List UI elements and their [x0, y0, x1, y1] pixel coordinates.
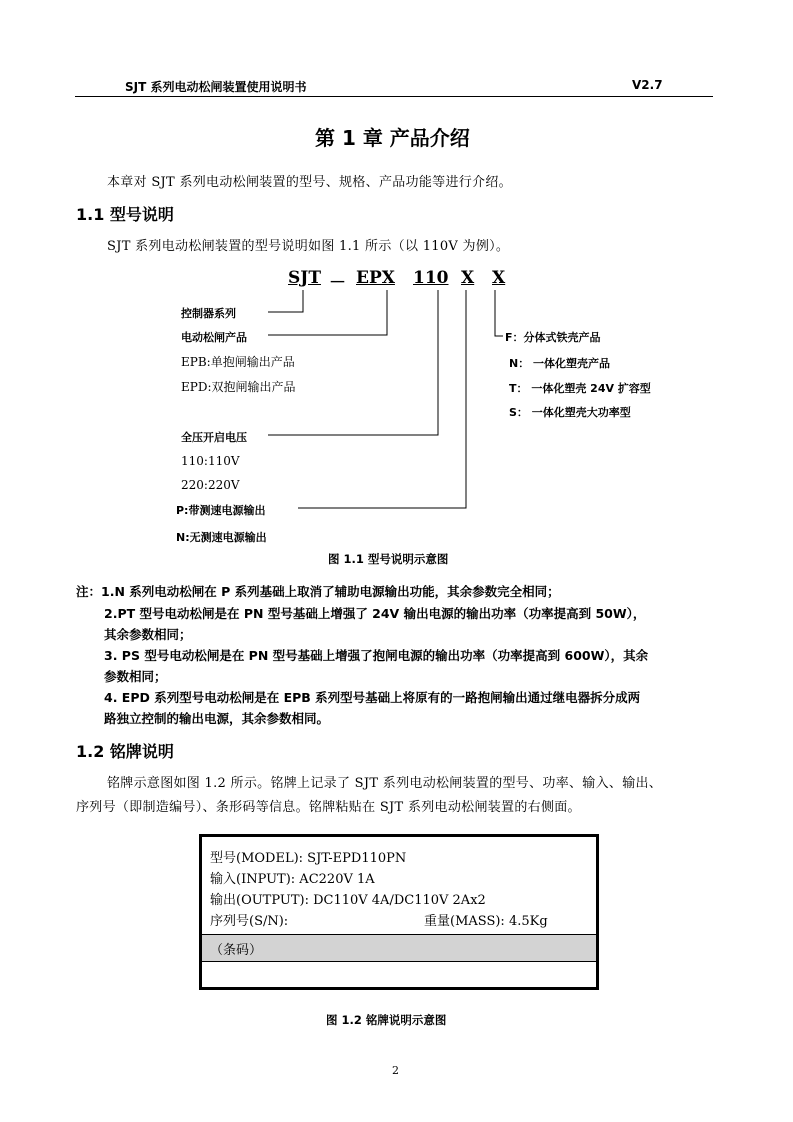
- label-p-output: P:带测速电源输出: [176, 504, 266, 517]
- nameplate-input: 输入(INPUT): AC220V 1A: [210, 872, 375, 887]
- label-epd: EPD:双抱闸输出产品: [181, 380, 296, 394]
- nameplate-mass: 重量(MASS): 4.5Kg: [424, 914, 548, 929]
- label-epb: EPB:单抱闸输出产品: [181, 355, 295, 369]
- page-number: 2: [392, 1064, 399, 1077]
- nameplate-output: 输出(OUTPUT): DC110V 4A/DC110V 2Ax2: [210, 893, 486, 908]
- label-s: S： 一体化塑壳大功率型: [509, 406, 631, 419]
- model-seg-sjt: SJT: [288, 268, 321, 288]
- header-version: V2.7: [632, 78, 663, 92]
- note-line-3: 其余参数相同；: [104, 627, 192, 642]
- section-1-1-title: 1.1 型号说明: [76, 205, 174, 224]
- model-seg-110: 110: [413, 268, 449, 288]
- model-seg-x1: X: [461, 268, 475, 288]
- note-line-1: 注：1.N 系列电动松闸在 P 系列基础上取消了辅助电源输出功能，其余参数完全相同；: [76, 584, 560, 599]
- nameplate-model: 型号(MODEL): SJT-EPD110PN: [210, 851, 407, 866]
- nameplate-barcode: （条码）: [210, 943, 263, 958]
- note-line-7: 路独立控制的输出电源，其余参数相同。: [104, 711, 330, 726]
- section-1-1-text: SJT 系列电动松闸装置的型号说明如图 1.1 所示（以 110V 为例）。: [107, 239, 510, 254]
- section-1-2-text-2: 序列号（即制造编号）、条形码等信息。铭牌粘贴在 SJT 系列电动松闸装置的右侧面。: [76, 800, 581, 815]
- note-line-4: 3. PS 型号电动松闸是在 PN 型号基础上增强了抱闸电源的输出功率（功率提高到 600W），其余: [104, 648, 649, 663]
- nameplate-sn: 序列号(S/N):: [210, 914, 289, 929]
- model-seg-epx: EPX: [356, 268, 395, 288]
- model-seg-x2: X: [492, 268, 506, 288]
- label-f: F：分体式铁壳产品: [505, 331, 601, 344]
- note-line-5: 参数相同；: [104, 669, 167, 684]
- label-n: N： 一体化塑壳产品: [509, 357, 611, 370]
- model-seg-dash: －: [329, 273, 346, 293]
- nameplate: [199, 834, 599, 990]
- label-n-output: N:无测速电源输出: [176, 531, 267, 544]
- note-line-6: 4. EPD 系列型号电动松闸是在 EPB 系列型号基础上将原有的一路抱闸输出通过继电器拆分成两: [104, 690, 641, 705]
- label-t: T： 一体化塑壳 24V 扩容型: [509, 382, 651, 395]
- label-220v: 220:220V: [181, 478, 240, 492]
- section-1-2-title: 1.2 铭牌说明: [76, 742, 174, 761]
- nameplate-barcode-band: [202, 934, 596, 962]
- label-series: 控制器系列: [181, 307, 236, 320]
- figure-1-1-caption: 图 1.1 型号说明示意图: [328, 552, 449, 566]
- chapter-title: 第 1 章 产品介绍: [315, 126, 470, 150]
- label-voltage: 全压开启电压: [181, 431, 247, 444]
- intro-paragraph: 本章对 SJT 系列电动松闸装置的型号、规格、产品功能等进行介绍。: [107, 175, 512, 190]
- figure-1-2-caption: 图 1.2 铭牌说明示意图: [326, 1013, 447, 1027]
- section-1-2-text-1: 铭牌示意图如图 1.2 所示。铭牌上记录了 SJT 系列电动松闸装置的型号、功率、输入、输出、: [107, 776, 663, 791]
- note-line-2: 2.PT 型号电动松闸是在 PN 型号基础上增强了 24V 输出电源的输出功率（功率提高到 50W），: [104, 606, 646, 621]
- label-110v: 110:110V: [181, 454, 240, 468]
- header-title: SJT 系列电动松闸装置使用说明书: [125, 80, 307, 94]
- label-product: 电动松闸产品: [181, 331, 247, 344]
